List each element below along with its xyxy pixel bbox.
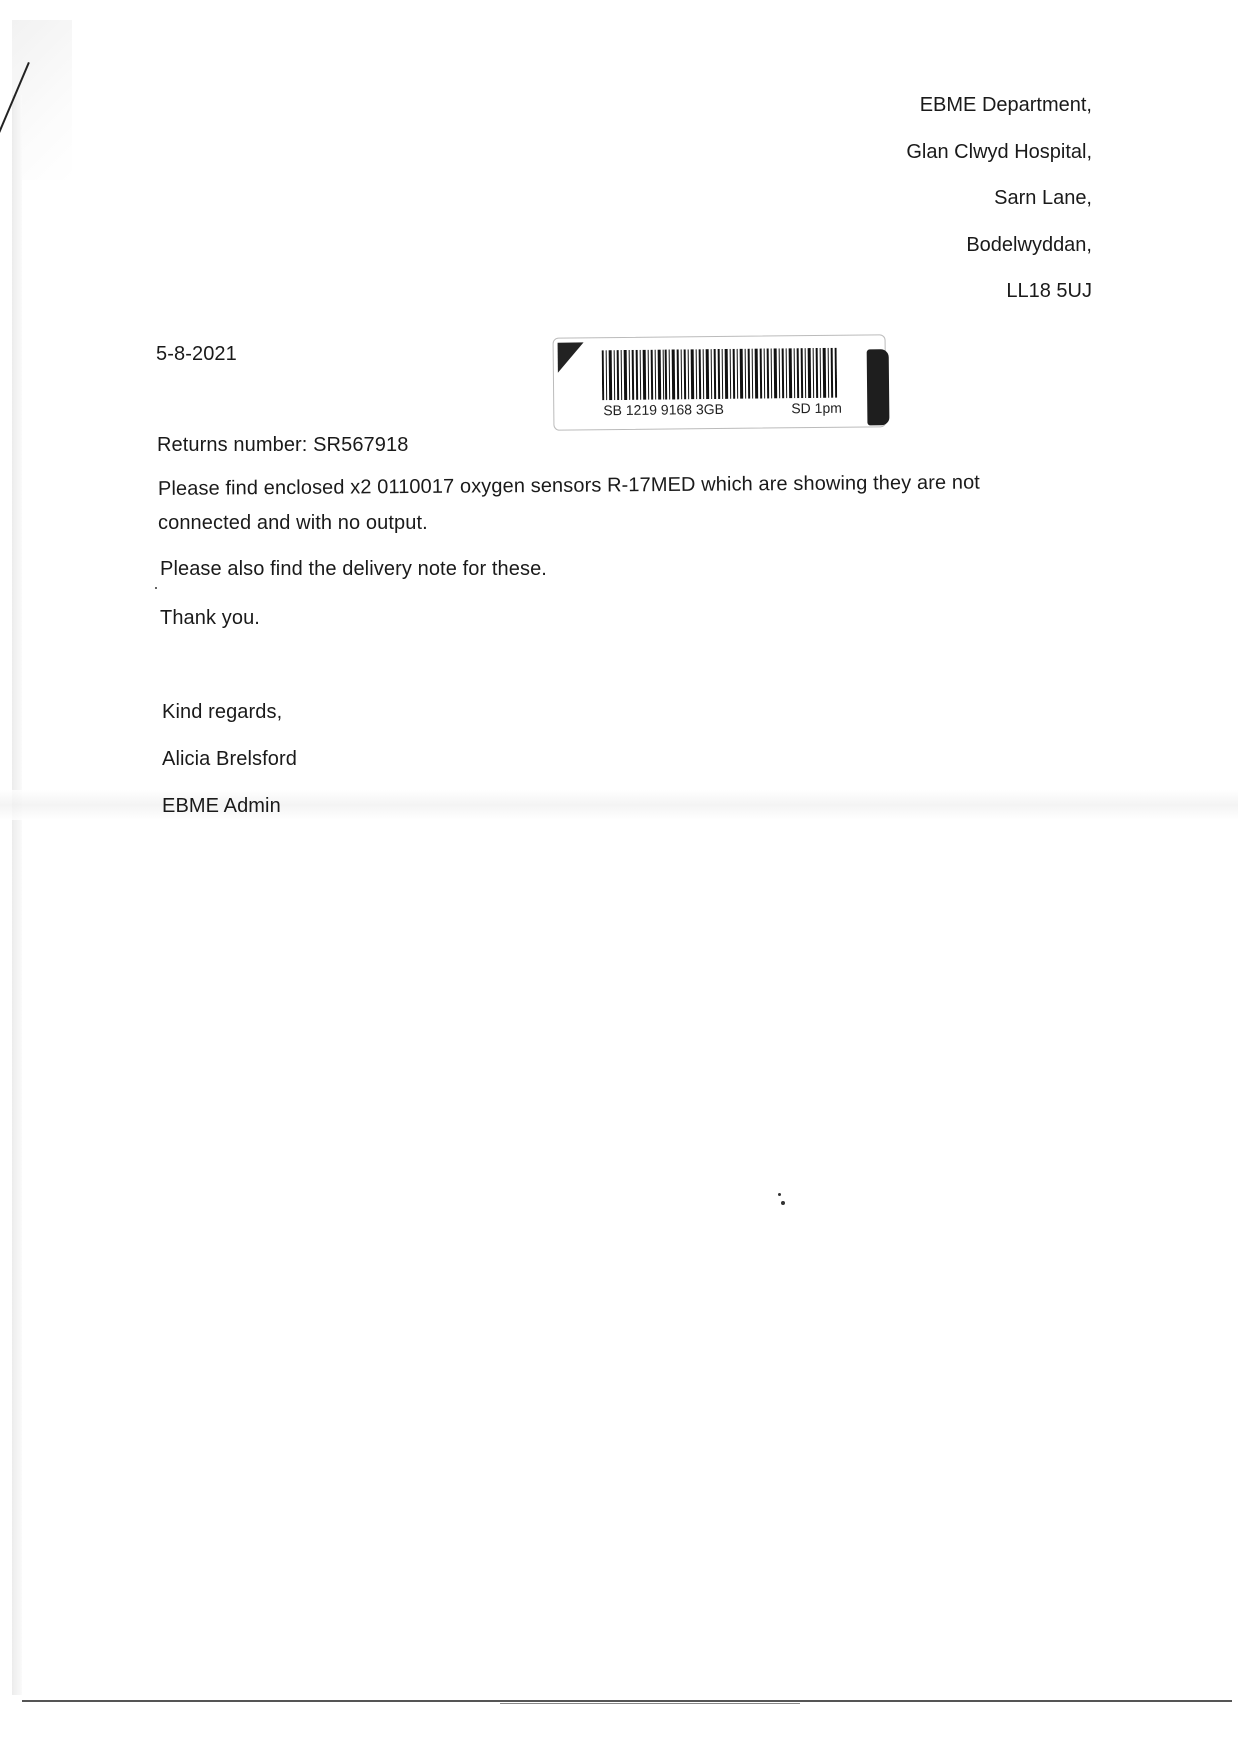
body-paragraph-line: connected and with no output. <box>158 512 428 534</box>
label-dark-tab <box>867 349 890 425</box>
scan-bottom-edge <box>500 1703 800 1704</box>
body-paragraph: Please also find the delivery note for these. <box>160 558 547 580</box>
address-line: Sarn Lane, <box>994 187 1092 209</box>
scan-left-shadow <box>12 95 22 1695</box>
scan-speck <box>778 1193 781 1196</box>
scan-bottom-edge <box>22 1700 1232 1702</box>
tracking-code: SB 1219 9168 3GB <box>603 400 725 419</box>
signatory-role: EBME Admin <box>162 795 281 817</box>
scan-speck <box>781 1201 785 1205</box>
address-line: Bodelwyddan, <box>966 234 1092 256</box>
tracking-label <box>553 334 887 430</box>
scan-speck <box>155 587 157 589</box>
service-code: SD 1pm <box>791 399 842 417</box>
label-corner-triangle <box>558 342 584 372</box>
signatory-name: Alicia Brelsford <box>162 748 297 770</box>
address-line: LL18 5UJ <box>1006 280 1092 302</box>
letter-date: 5-8-2021 <box>156 343 237 365</box>
address-line: Glan Clwyd Hospital, <box>906 141 1092 163</box>
closing-line: Kind regards, <box>162 701 283 723</box>
returns-number: Returns number: SR567918 <box>157 434 409 456</box>
barcode <box>602 348 838 400</box>
body-paragraph-line: Please find enclosed x2 0110017 oxygen sensors R-17MED which are showing they are not <box>157 471 980 500</box>
body-paragraph: Thank you. <box>160 607 260 629</box>
address-line: EBME Department, <box>919 94 1092 116</box>
